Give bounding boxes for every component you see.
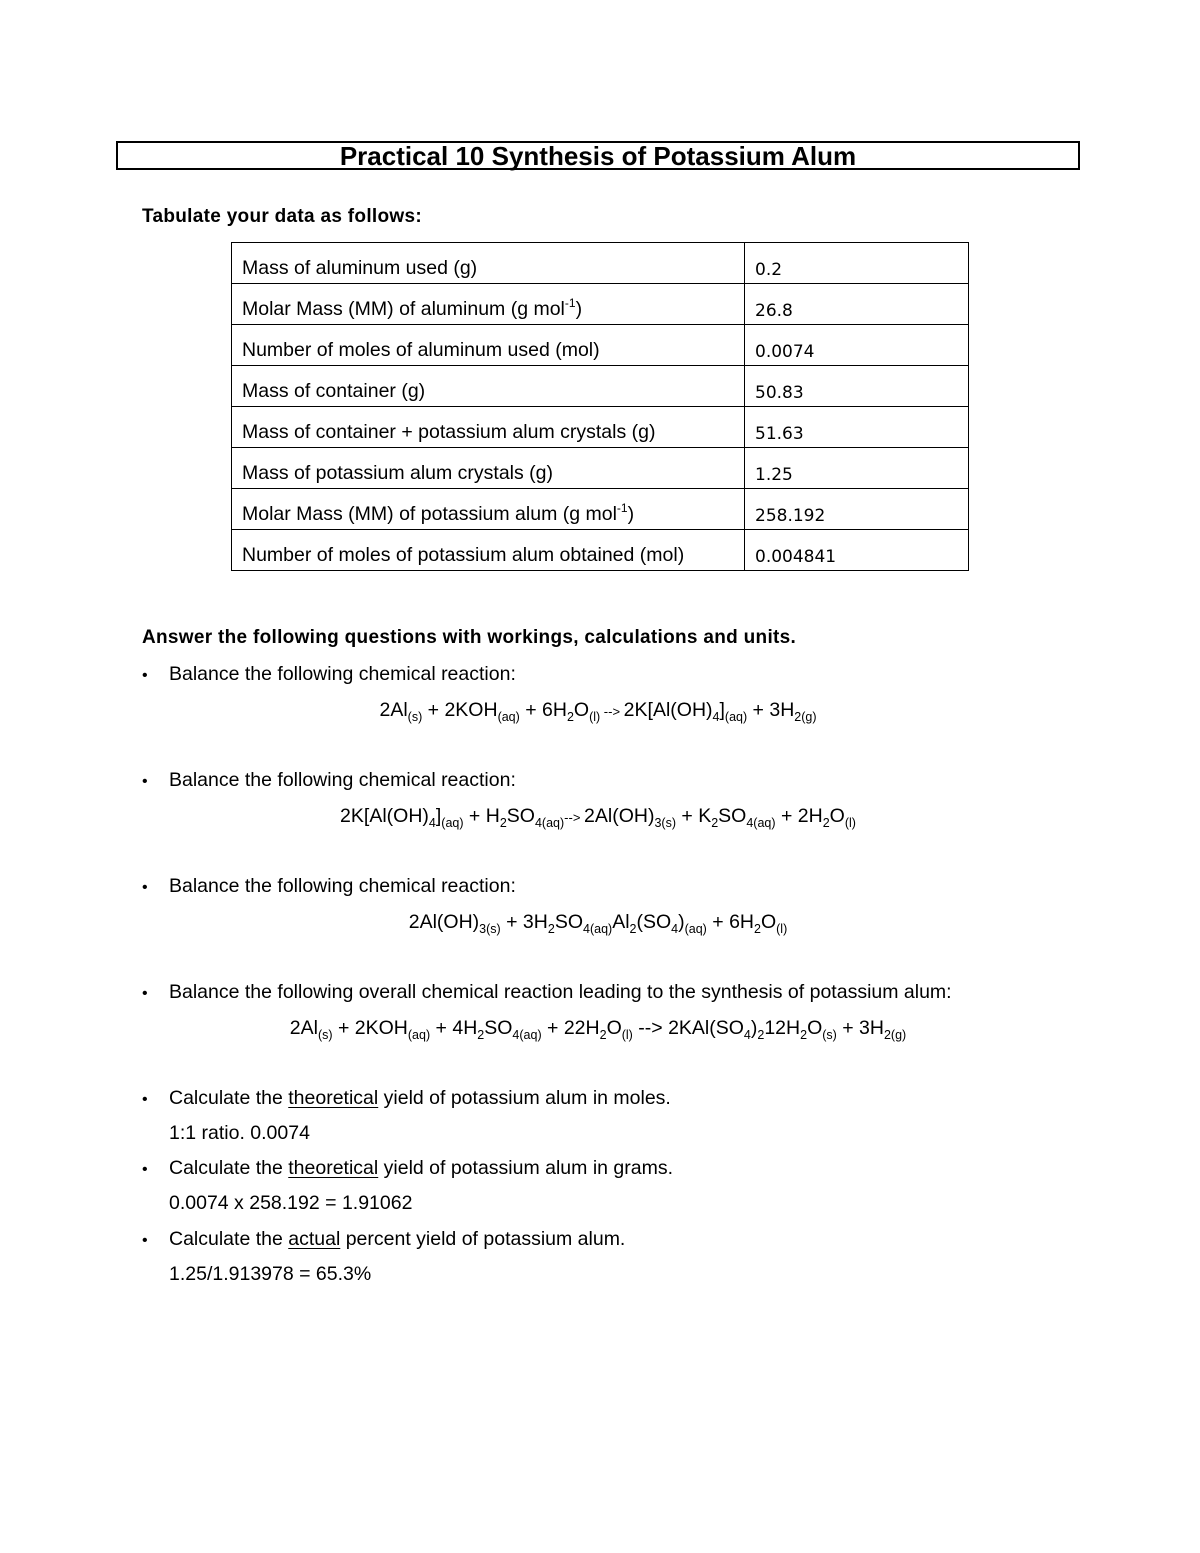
equation-term: + 22H	[541, 1017, 600, 1039]
question-text: Calculate the	[169, 1087, 289, 1109]
equation-term: + 2KOH	[422, 699, 498, 721]
question-3	[142, 875, 516, 898]
answer-5: 1:1 ratio. 0.0074	[169, 1122, 310, 1144]
row-label: Mass of container + potassium alum crystals (g)	[232, 407, 745, 448]
table-row	[232, 489, 969, 530]
bullet-icon: •	[142, 879, 148, 896]
equation-subscript: 2	[711, 816, 719, 830]
equation-subscript: 2	[754, 922, 761, 936]
equation-subscript: 4(aq)	[534, 816, 565, 830]
equation-subscript: (aq)	[407, 1028, 431, 1042]
equation-subscript: (aq)	[724, 710, 748, 724]
equation-term: O	[760, 911, 777, 933]
bullet-icon: •	[142, 667, 148, 684]
equation-term: + 6H	[519, 699, 567, 721]
equation-subscript: 4	[712, 710, 720, 724]
equation-subscript: (aq)	[441, 816, 464, 830]
row-value: 258.192	[745, 489, 969, 530]
table-row	[232, 366, 969, 407]
equation-subscript: (s)	[317, 1028, 333, 1042]
equation-term: O	[807, 1017, 823, 1039]
row-label	[232, 489, 745, 530]
question-2	[142, 769, 516, 792]
row-label: Number of moles of potassium alum obtained (mol)	[232, 530, 745, 571]
table-row	[232, 284, 969, 325]
row-value: 51.63	[745, 407, 969, 448]
equation-term: SO	[484, 1017, 513, 1039]
equation-subscript: 2	[757, 1028, 765, 1042]
label-text: Molar Mass (MM) of aluminum (g mol	[242, 298, 565, 320]
question-text: Balance the following chemical reaction:	[169, 663, 516, 685]
equation-term: + 3H	[747, 699, 795, 721]
equation-subscript: 4	[428, 816, 436, 830]
equation-subscript: 3(s)	[654, 816, 676, 830]
equation-subscript: (aq)	[497, 710, 520, 724]
emphasis-theoretical: theoretical	[288, 1087, 379, 1109]
equation-subscript: 4(aq)	[583, 922, 613, 936]
equation-term: + H	[463, 805, 500, 827]
equation-subscript: (s)	[407, 710, 423, 724]
equation-term: )	[678, 911, 685, 933]
equation-term: SO	[506, 805, 535, 827]
bullet-icon: •	[142, 1091, 148, 1108]
label-text-end: )	[575, 298, 583, 320]
equation-term: 2KAl(SO	[668, 1017, 744, 1039]
equation-subscript: 4(aq)	[512, 1028, 542, 1042]
question-6	[142, 1157, 673, 1180]
answer-6: 0.0074 x 258.192 = 1.91062	[169, 1192, 413, 1214]
label-superscript: -1	[616, 501, 628, 515]
equation-term: + 2KOH	[332, 1017, 408, 1039]
row-label	[232, 284, 745, 325]
question-text: yield of potassium alum in moles.	[378, 1087, 671, 1109]
row-value: 0.2	[745, 243, 969, 284]
equation-subscript: 2	[800, 1028, 808, 1042]
equation-1	[116, 699, 1080, 722]
question-7	[142, 1228, 625, 1251]
equation-subscript: (l)	[844, 816, 856, 830]
equation-term: 2K[Al(OH)	[340, 805, 429, 827]
table-row	[232, 448, 969, 489]
equation-subscript: 4	[743, 1028, 751, 1042]
equation-term: + K	[675, 805, 712, 827]
question-text: Calculate the	[169, 1228, 289, 1250]
equation-subscript: 4(aq)	[746, 816, 776, 830]
label-superscript: -1	[564, 296, 576, 310]
equation-term: ]	[435, 805, 442, 827]
row-value: 0.0074	[745, 325, 969, 366]
equation-term: + 3H	[836, 1017, 884, 1039]
equation-term: O	[573, 699, 590, 721]
equation-2	[116, 805, 1080, 828]
equation-subscript: 2	[566, 710, 574, 724]
bullet-icon: •	[142, 773, 148, 790]
table-row	[232, 530, 969, 571]
row-value: 50.83	[745, 366, 969, 407]
equation-subscript: 2	[477, 1028, 485, 1042]
equation-term: 2Al	[379, 699, 408, 721]
equation-term: + 4H	[430, 1017, 478, 1039]
emphasis-theoretical: theoretical	[288, 1157, 379, 1179]
question-text: Balance the following chemical reaction:	[169, 875, 516, 897]
equation-term: ]	[719, 699, 725, 721]
emphasis-actual: actual	[288, 1228, 341, 1250]
tabulate-heading: Tabulate your data as follows:	[142, 206, 422, 227]
table-row	[232, 325, 969, 366]
equation-term: (SO	[636, 911, 672, 933]
question-1	[142, 663, 516, 686]
equation-subscript: (l)	[589, 710, 601, 724]
equation-subscript: (s)	[822, 1028, 837, 1042]
equation-term: -->	[600, 704, 624, 719]
equation-subscript: 2	[629, 922, 637, 936]
equation-3	[116, 911, 1080, 934]
equation-subscript: 2(g)	[883, 1028, 907, 1042]
equation-4	[116, 1017, 1080, 1040]
equation-term: Al	[612, 911, 630, 933]
question-text: yield of potassium alum in grams.	[378, 1157, 674, 1179]
equation-subscript: 2	[599, 1028, 607, 1042]
equation-subscript: 2	[499, 816, 507, 830]
equation-subscript: 2(g)	[794, 710, 817, 724]
row-value: 1.25	[745, 448, 969, 489]
equation-subscript: (l)	[621, 1028, 633, 1042]
equation-term: 12H	[764, 1017, 801, 1039]
equation-subscript: 3(s)	[479, 922, 501, 936]
row-label: Mass of aluminum used (g)	[232, 243, 745, 284]
equation-term: 2Al(OH)	[408, 911, 480, 933]
row-value: 0.004841	[745, 530, 969, 571]
equation-subscript: (aq)	[684, 922, 707, 936]
equation-term: SO	[554, 911, 583, 933]
equation-term: 2Al(OH)	[584, 805, 655, 827]
equation-subscript: 2	[822, 816, 830, 830]
row-label: Mass of container (g)	[232, 366, 745, 407]
equation-term: + 6H	[706, 911, 754, 933]
equation-term: O	[606, 1017, 622, 1039]
label-text: Molar Mass (MM) of potassium alum (g mol	[242, 503, 617, 525]
equation-term: + 3H	[500, 911, 548, 933]
equation-term: SO	[718, 805, 747, 827]
equation-subscript: (l)	[776, 922, 788, 936]
equation-term: + 2H	[775, 805, 823, 827]
table-row	[232, 407, 969, 448]
equation-term: -->	[632, 1017, 669, 1039]
page-title: Practical 10 Synthesis of Potassium Alum	[116, 141, 1080, 170]
table-row	[232, 243, 969, 284]
equation-term: -->	[564, 810, 585, 825]
answer-7: 1.25/1.913978 = 65.3%	[169, 1263, 372, 1285]
question-text: percent yield of potassium alum.	[340, 1228, 626, 1250]
label-text-end: )	[627, 503, 635, 525]
row-label: Mass of potassium alum crystals (g)	[232, 448, 745, 489]
question-4	[142, 981, 952, 1004]
equation-term: 2Al	[289, 1017, 318, 1039]
questions-heading: Answer the following questions with workings, calculations and units.	[142, 627, 797, 648]
equation-subscript: 4	[671, 922, 679, 936]
equation-term: 2K[Al(OH)	[623, 699, 713, 721]
row-value: 26.8	[745, 284, 969, 325]
question-text: Calculate the	[169, 1157, 289, 1179]
bullet-icon: •	[142, 985, 148, 1002]
question-text: Balance the following overall chemical reaction leading to the synthesis of potassium alum:	[169, 981, 952, 1003]
question-text: Balance the following chemical reaction:	[169, 769, 516, 791]
equation-subscript: 2	[547, 922, 555, 936]
question-5	[142, 1087, 671, 1110]
data-table	[231, 242, 969, 571]
bullet-icon: •	[142, 1161, 148, 1178]
bullet-icon: •	[142, 1232, 148, 1249]
equation-term: )	[750, 1017, 758, 1039]
equation-term: O	[829, 805, 845, 827]
row-label: Number of moles of aluminum used (mol)	[232, 325, 745, 366]
